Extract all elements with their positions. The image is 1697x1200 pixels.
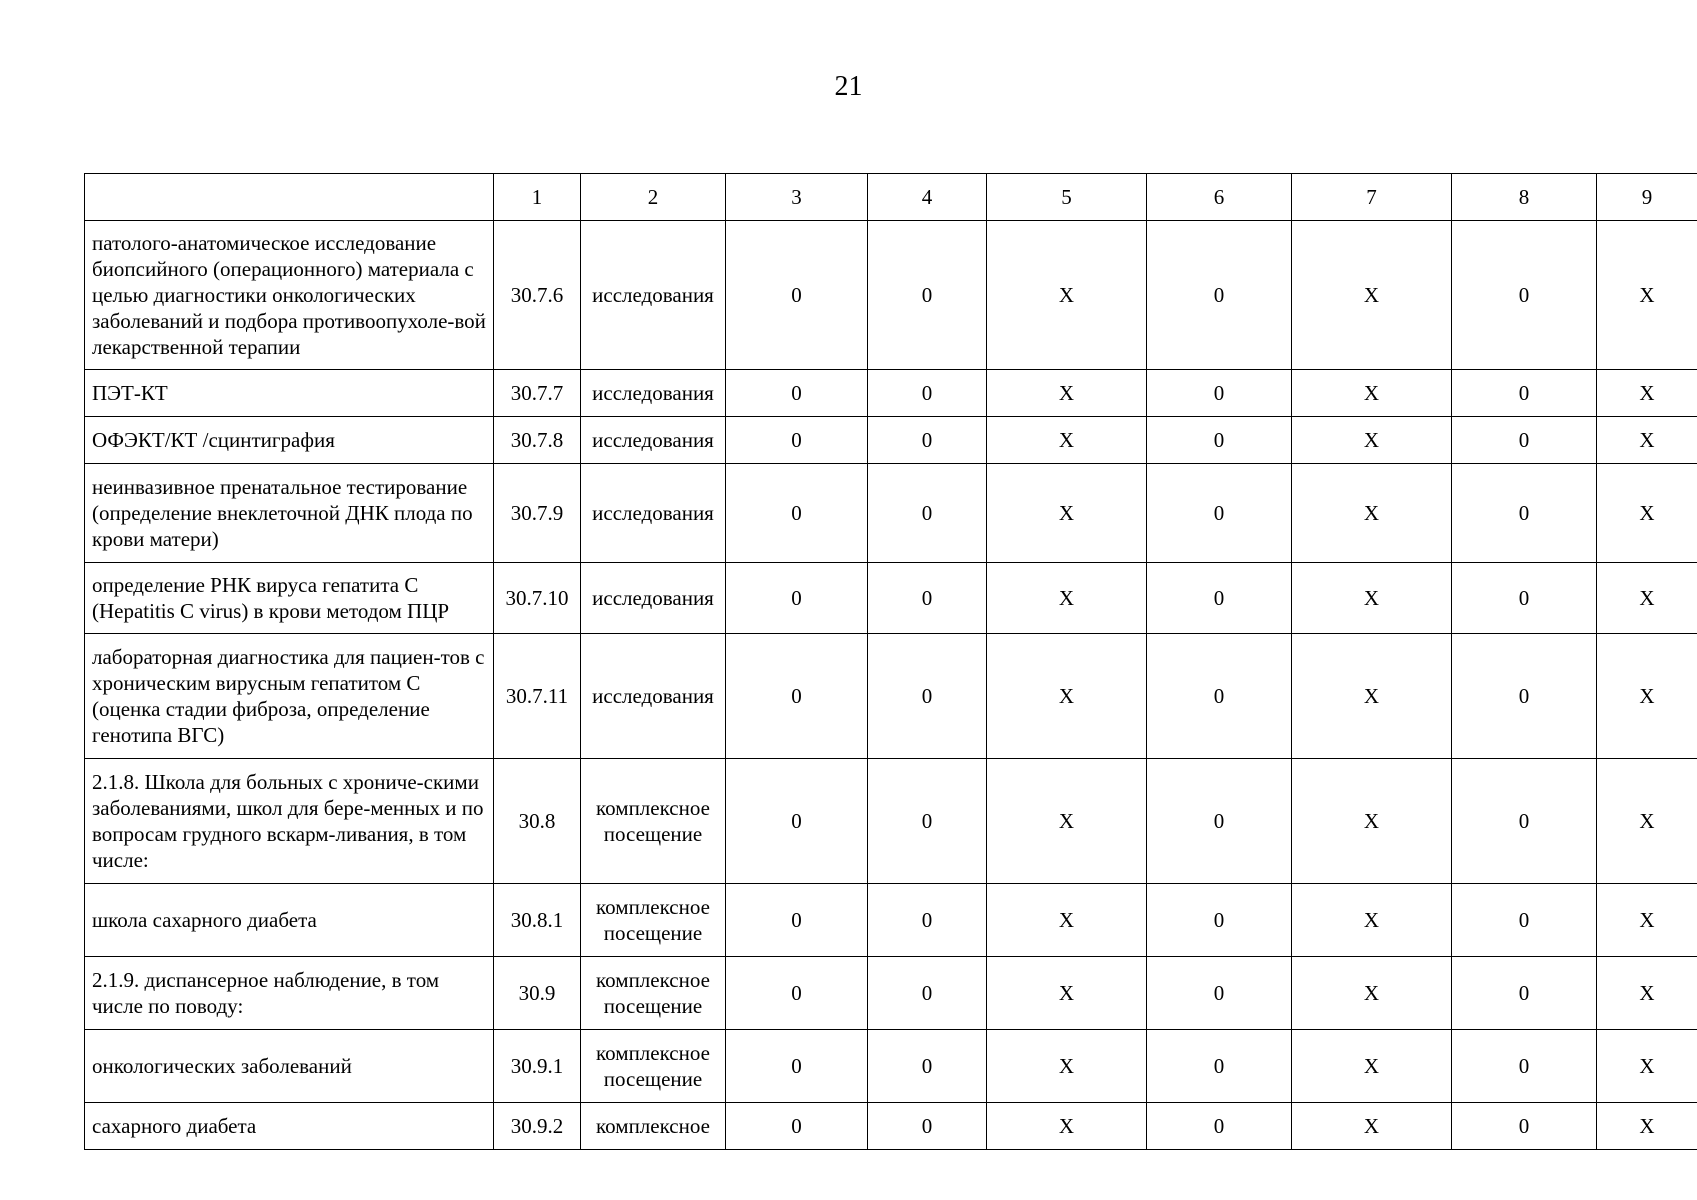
header-row [85,174,1697,221]
row-value-cell: X [1597,1030,1697,1103]
row-unit-cell: комплексное посещение [581,1030,726,1103]
row-code-cell: 30.7.10 [494,563,581,634]
row-name-cell: патолого-анатомическое исследование биопсийного (операционного) материала с целью диагностики онкологических заболеваний и подбора противоопухоле-вой лекарственной терапии [85,221,494,370]
row-value-cell: 0 [868,634,987,759]
row-value-cell: 0 [868,563,987,634]
row-name-cell: ОФЭКТ/КТ /сцинтиграфия [85,417,494,464]
row-value-cell: X [1292,563,1452,634]
row-code-cell: 30.9 [494,957,581,1030]
page-number: 21 [834,71,863,102]
header-cell: 3 [726,174,868,221]
row-name-cell: лабораторная диагностика для пациен-тов с хроническим вирусным гепатитом С (оценка стадии фиброза, определение генотипа ВГС) [85,634,494,759]
table-row [85,1030,1697,1103]
row-value-cell: X [987,1030,1147,1103]
row-name-cell: 2.1.8. Школа для больных с хрониче-скими заболеваниями, школ для бере-менных и по вопросам грудного вскарм-ливания, в том числе: [85,759,494,884]
table-body [85,174,1697,1150]
row-name-cell: определение РНК вируса гепатита С (Hepatitis C virus) в крови методом ПЦР [85,563,494,634]
row-unit-cell: исследования [581,417,726,464]
row-value-cell: 0 [726,759,868,884]
row-value-cell: 0 [726,1030,868,1103]
row-value-cell: X [987,1103,1147,1150]
row-code-cell: 30.7.9 [494,464,581,563]
data-table [84,173,1697,1150]
row-code-cell: 30.7.6 [494,221,581,370]
row-value-cell: X [1292,464,1452,563]
row-name-cell: неинвазивное пренатальное тестирование (определение внеклеточной ДНК плода по крови матери) [85,464,494,563]
row-value-cell: X [987,370,1147,417]
row-unit-cell: исследования [581,634,726,759]
row-value-cell: X [987,884,1147,957]
row-value-cell: 0 [868,1030,987,1103]
row-unit-cell: комплексное посещение [581,759,726,884]
row-value-cell: 0 [1147,759,1292,884]
row-unit-cell: исследования [581,563,726,634]
row-value-cell: X [987,563,1147,634]
row-value-cell: X [987,957,1147,1030]
table-row [85,370,1697,417]
table-row [85,759,1697,884]
row-value-cell: X [1597,884,1697,957]
row-value-cell: 0 [726,417,868,464]
row-unit-cell: исследования [581,464,726,563]
row-value-cell: 0 [868,759,987,884]
table-row [85,957,1697,1030]
row-value-cell: 0 [868,221,987,370]
row-value-cell: X [987,759,1147,884]
row-value-cell: X [1597,417,1697,464]
row-value-cell: 0 [726,221,868,370]
row-value-cell: 0 [868,464,987,563]
header-cell [85,174,494,221]
row-value-cell: X [1292,759,1452,884]
row-value-cell: X [1292,1030,1452,1103]
row-value-cell: 0 [1147,221,1292,370]
row-value-cell: 0 [1452,884,1597,957]
row-value-cell: X [1292,634,1452,759]
row-value-cell: X [1597,634,1697,759]
row-value-cell: X [987,464,1147,563]
row-unit-cell: исследования [581,221,726,370]
header-cell: 8 [1452,174,1597,221]
row-value-cell: 0 [868,1103,987,1150]
row-value-cell: 0 [726,1103,868,1150]
table-row [85,464,1697,563]
header-cell: 4 [868,174,987,221]
row-value-cell: 0 [1147,884,1292,957]
row-value-cell: 0 [1452,563,1597,634]
row-name-cell: сахарного диабета [85,1103,494,1150]
row-value-cell: 0 [1452,634,1597,759]
row-value-cell: 0 [1452,464,1597,563]
row-name-cell: школа сахарного диабета [85,884,494,957]
row-value-cell: X [1597,957,1697,1030]
header-cell: 9 [1597,174,1697,221]
row-value-cell: 0 [868,370,987,417]
row-value-cell: 0 [1147,563,1292,634]
row-code-cell: 30.8 [494,759,581,884]
row-code-cell: 30.8.1 [494,884,581,957]
table-row [85,884,1697,957]
row-value-cell: X [987,634,1147,759]
row-value-cell: 0 [1452,759,1597,884]
row-value-cell: X [1597,464,1697,563]
row-value-cell: X [1292,221,1452,370]
row-unit-cell: исследования [581,370,726,417]
row-value-cell: 0 [1147,1030,1292,1103]
row-value-cell: 0 [1452,417,1597,464]
header-cell: 2 [581,174,726,221]
row-value-cell: X [1292,884,1452,957]
row-code-cell: 30.7.8 [494,417,581,464]
row-value-cell: 0 [726,884,868,957]
table-row [85,417,1697,464]
row-value-cell: 0 [1147,370,1292,417]
row-value-cell: 0 [726,957,868,1030]
row-name-cell: ПЭТ-КТ [85,370,494,417]
row-code-cell: 30.9.2 [494,1103,581,1150]
row-value-cell: 0 [1147,417,1292,464]
row-value-cell: 0 [868,957,987,1030]
row-name-cell: онкологических заболеваний [85,1030,494,1103]
row-value-cell: X [1597,563,1697,634]
row-value-cell: 0 [1452,370,1597,417]
table-row [85,1103,1697,1150]
header-cell: 1 [494,174,581,221]
row-value-cell: X [1597,221,1697,370]
row-name-cell: 2.1.9. диспансерное наблюдение, в том числе по поводу: [85,957,494,1030]
row-value-cell: 0 [1452,1030,1597,1103]
row-unit-cell: комплексное посещение [581,884,726,957]
row-value-cell: X [1292,417,1452,464]
row-value-cell: 0 [726,370,868,417]
row-value-cell: 0 [1147,957,1292,1030]
row-value-cell: 0 [1147,634,1292,759]
row-value-cell: 0 [1452,221,1597,370]
row-value-cell: X [1292,957,1452,1030]
row-value-cell: 0 [868,884,987,957]
row-code-cell: 30.7.11 [494,634,581,759]
row-value-cell: 0 [1452,1103,1597,1150]
table-row [85,563,1697,634]
row-value-cell: X [1597,1103,1697,1150]
row-code-cell: 30.9.1 [494,1030,581,1103]
row-value-cell: X [987,417,1147,464]
row-value-cell: 0 [1147,1103,1292,1150]
row-value-cell: X [1597,370,1697,417]
header-cell: 7 [1292,174,1452,221]
row-value-cell: 0 [726,563,868,634]
row-value-cell: 0 [1452,957,1597,1030]
header-cell: 6 [1147,174,1292,221]
row-value-cell: 0 [868,417,987,464]
row-value-cell: X [987,221,1147,370]
row-code-cell: 30.7.7 [494,370,581,417]
row-value-cell: 0 [726,634,868,759]
row-value-cell: X [1292,1103,1452,1150]
row-unit-cell: комплексное посещение [581,957,726,1030]
row-value-cell: X [1597,759,1697,884]
table-row [85,221,1697,370]
row-value-cell: X [1292,370,1452,417]
row-value-cell: 0 [726,464,868,563]
table-row [85,634,1697,759]
row-unit-cell: комплексное [581,1103,726,1150]
header-cell: 5 [987,174,1147,221]
row-value-cell: 0 [1147,464,1292,563]
